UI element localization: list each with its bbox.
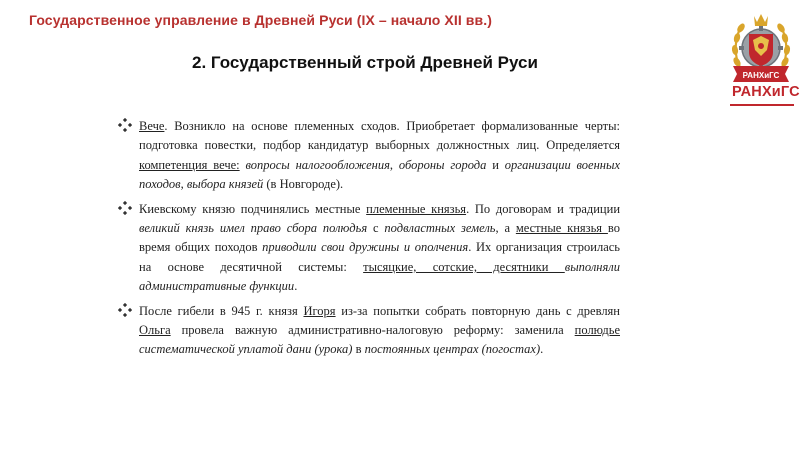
text-run: с (367, 221, 385, 236)
text-run: и (486, 157, 505, 172)
content-body (118, 117, 620, 365)
text-run: . По договорам и традиции (466, 201, 621, 216)
logo-text: РАНХиГС (732, 84, 800, 100)
emblem-ribbon-text: РАНХиГС (742, 71, 780, 80)
underlined-term: Ольга (139, 323, 171, 338)
italic-phrase: систематической уплатой дани (урока) (139, 342, 353, 357)
italic-phrase: организации военных походов (139, 157, 620, 192)
underlined-term: тысяцкие, сотские, десятники (363, 259, 565, 274)
text-run: (в Новгороде). (263, 177, 344, 192)
text-run: После гибели в 945 г. князя (139, 303, 304, 318)
text-run: . Возникло на основе племенных сходов. Приобретает формализованные черты: подготовка повестки, подбор кандидатур выборных должностных лиц. Определяется (139, 119, 620, 153)
diamond-bullet-icon (118, 201, 132, 215)
underlined-term: местные князья (515, 221, 608, 236)
underlined-term: племенные князья (366, 201, 467, 216)
italic-phrase: постоянных центрах (погостах) (364, 342, 541, 357)
italic-phrase: подвластных земель (384, 221, 496, 236)
text-run: . (294, 279, 298, 294)
text-run: во время общих походов (139, 221, 620, 255)
underlined-term: полюдье (574, 323, 620, 338)
text-run: , (180, 177, 187, 192)
italic-phrase: приводили свои дружины и ополчения (262, 240, 469, 255)
text-run: . Их организация строилась на основе десятичной системы: (139, 240, 620, 274)
paragraph-kiev-prince (118, 200, 620, 297)
text-run: , а (495, 221, 516, 236)
text-run: провела важную административно-налоговую реформу: заменила (170, 323, 575, 338)
italic-phrase: обороны города (398, 157, 487, 172)
header-title: Государственное управление в Древней Руси (IX – начало XII вв.) (29, 12, 492, 28)
text-run: , (389, 157, 399, 172)
italic-phrase: выбора князей (186, 177, 264, 192)
underlined-term: Игоря (303, 303, 336, 318)
paragraph-olga-reform (118, 302, 620, 360)
text-run: Киевскому князю подчинялись местные (139, 201, 367, 216)
text-run: из-за попытки собрать повторную дань с древлян (335, 303, 620, 318)
paragraph-veche (118, 117, 620, 195)
text-run: в (352, 342, 365, 357)
underlined-term: Вече (139, 119, 165, 133)
text-run: . (540, 342, 544, 357)
italic-phrase: выполняли административные функции (139, 259, 621, 294)
diamond-bullet-icon (118, 118, 132, 132)
diamond-bullet-icon (118, 303, 132, 317)
logo-subtitle-line (730, 102, 794, 108)
italic-phrase: великий князь имел право сбора полюдья (139, 221, 368, 236)
italic-phrase: вопросы налогообложения (245, 157, 390, 172)
slide-title: 2. Государственный строй Древней Руси (192, 53, 538, 72)
underlined-term: компетенция вече: (139, 157, 240, 172)
